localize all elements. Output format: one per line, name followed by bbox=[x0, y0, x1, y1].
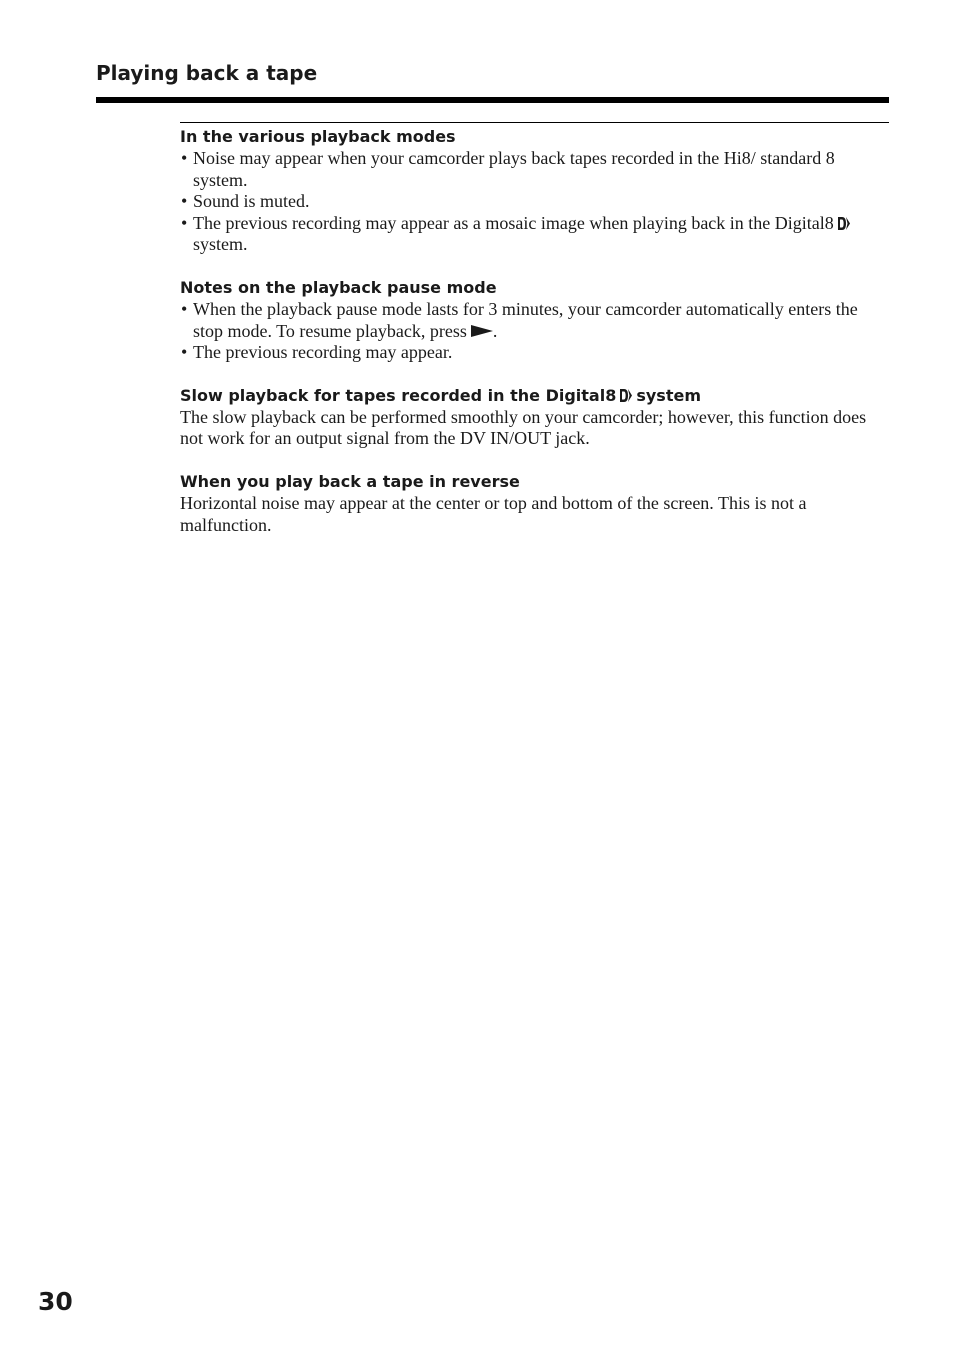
bullet-item: • The previous recording may appear. bbox=[180, 342, 889, 364]
paragraph: Horizontal noise may appear at the center or top and bottom of the screen. This is not a malfunction. bbox=[180, 492, 807, 535]
bullet-item: • Noise may appear when your camcorder plays back tapes recorded in the Hi8/ standard 8 system. bbox=[180, 148, 889, 191]
section-heading bbox=[180, 385, 889, 407]
title-rule bbox=[96, 97, 889, 103]
bullet-list bbox=[180, 148, 889, 256]
page-content bbox=[180, 122, 889, 557]
section-rule bbox=[180, 122, 889, 123]
heading-text: system bbox=[636, 385, 701, 405]
bullet-text: system. bbox=[193, 234, 248, 255]
section-heading: When you play back a tape in reverse bbox=[180, 471, 520, 491]
digital8-logo-icon bbox=[837, 216, 851, 231]
bullet-item: • Sound is muted. bbox=[180, 191, 889, 213]
section-heading: Notes on the playback pause mode bbox=[180, 277, 497, 297]
paragraph: The slow playback can be performed smoothly on your camcorder; however, this function does not work for an output signal from the DV IN/OUT jack. bbox=[180, 406, 867, 449]
play-icon bbox=[471, 325, 493, 337]
page-title: Playing back a tape bbox=[96, 61, 318, 85]
section-pause-mode bbox=[180, 277, 889, 364]
page-header bbox=[96, 58, 889, 103]
section-reverse-playback bbox=[180, 471, 889, 536]
section-heading: In the various playback modes bbox=[180, 127, 456, 146]
bullet-text: The previous recording may appear as a mosaic image when playing back in the Digital8 bbox=[193, 212, 834, 233]
heading-text: Slow playback for tapes recorded in the Digital8 bbox=[180, 385, 617, 405]
bullet-text: When the playback pause mode lasts for 3 minutes, your camcorder automatically enters the stop mode. To resume playback, press bbox=[193, 298, 858, 341]
section-slow-playback bbox=[180, 385, 889, 450]
bullet-list bbox=[180, 299, 889, 364]
bullet-item bbox=[180, 213, 889, 256]
bullet-text: . bbox=[492, 320, 498, 341]
page-number: 30 bbox=[38, 1287, 73, 1316]
digital8-logo-icon bbox=[619, 388, 633, 403]
bullet-item bbox=[180, 299, 889, 342]
section-playback-modes bbox=[180, 126, 889, 256]
